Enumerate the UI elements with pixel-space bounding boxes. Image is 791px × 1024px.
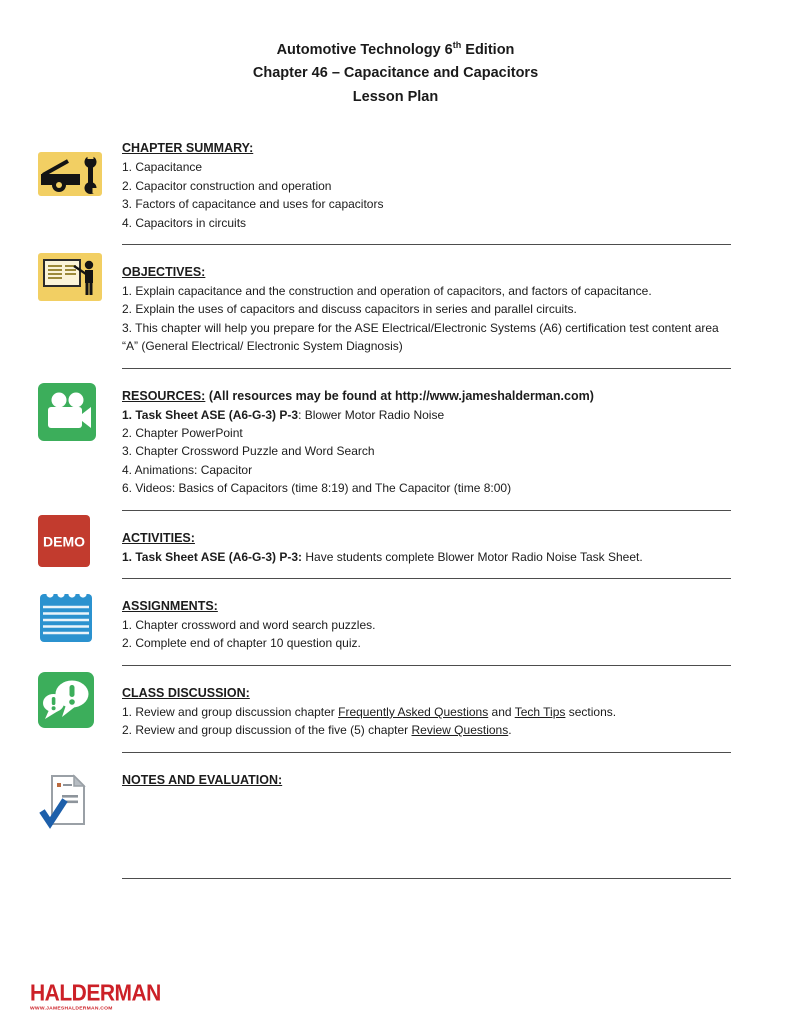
list-item — [122, 300, 731, 318]
list-item — [122, 424, 731, 442]
section-resources — [122, 369, 731, 511]
video-camera-icon — [38, 383, 108, 446]
text-run: Have students complete Blower Motor Radio Noise Task Sheet. — [302, 549, 643, 564]
notes-doc-icon — [38, 773, 108, 836]
section-notes-and-evaluation — [122, 753, 731, 879]
halderman-logo — [30, 980, 163, 1014]
text-run: 3. Factors of capacitance and uses for capacitors — [122, 197, 384, 212]
list-item — [122, 721, 731, 739]
text-run: Review Questions — [411, 723, 509, 738]
list-item — [122, 479, 731, 497]
list-item — [122, 634, 731, 652]
title-line-chapter: Chapter 46 – Capacitance and Capacitors — [252, 65, 539, 82]
list-item — [122, 195, 731, 213]
heading-text: ASSIGNMENTS: — [122, 599, 218, 614]
text-run: 1. Task Sheet ASE (A6-G-3) P-3: — [122, 549, 303, 564]
heading-text: RESOURCES: — [122, 388, 206, 403]
text-run: Tech Tips — [514, 704, 566, 719]
heading-text: NOTES AND EVALUATION: — [122, 772, 283, 787]
text-run: 2. Review and group discussion of the five (5) chapter — [122, 723, 412, 738]
text-run: Edition — [461, 41, 515, 58]
text-run: 2. Capacitor construction and operation — [122, 178, 332, 193]
section-heading-resources — [122, 387, 731, 406]
text-run: 3. This chapter will help you prepare for the ASE Electrical/Electronic Systems (A6) certification test content area “A” (General Electrical/ Electronic System Diagnosis) — [122, 320, 719, 354]
text-run: 1. Chapter crossword and word search puzzles. — [122, 618, 376, 633]
heading-text: CHAPTER SUMMARY: — [122, 141, 254, 156]
section-heading-chapter-summary — [122, 139, 731, 158]
demo-icon — [38, 515, 108, 572]
text-run: 6. Videos: Basics of Capacitors (time 8:19) and The Capacitor (time 8:00) — [122, 481, 512, 496]
car-repair-icon — [38, 152, 108, 201]
document-title — [0, 0, 791, 109]
text-run: 4. Animations: Capacitor — [122, 462, 253, 477]
notes-blank-area — [122, 790, 731, 866]
svg-text:DEMO: DEMO — [43, 533, 85, 550]
heading-text: OBJECTIVES: — [122, 264, 206, 279]
list-item — [122, 703, 731, 721]
section-class-discussion — [122, 666, 731, 753]
section-divider — [122, 878, 731, 879]
title-line-lesson-plan: Lesson Plan — [352, 88, 439, 105]
list-item — [122, 158, 731, 176]
list-item — [122, 616, 731, 634]
text-run: 4. Capacitors in circuits — [122, 215, 247, 230]
list-item — [122, 319, 731, 356]
text-run: Frequently Asked Questions — [338, 704, 489, 719]
list-item — [122, 461, 731, 479]
section-heading-class-discussion — [122, 684, 731, 703]
text-run: 2. Explain the uses of capacitors and discuss capacitors in series and parallel circuits. — [122, 302, 577, 317]
sections-container — [43, 139, 731, 878]
text-run: sections. — [565, 704, 617, 719]
text-run: Automotive Technology 6 — [276, 41, 453, 58]
section-objectives — [122, 245, 731, 369]
text-run: 3. Chapter Crossword Puzzle and Word Search — [122, 444, 375, 459]
section-heading-activities — [122, 529, 731, 548]
list-item — [122, 214, 731, 232]
heading-text: CLASS DISCUSSION: — [122, 685, 250, 700]
list-item — [122, 406, 731, 424]
list-item — [122, 282, 731, 300]
heading-text: (All resources may be found at http://www.jameshalderman.com) — [205, 388, 594, 403]
discussion-icon — [38, 672, 108, 733]
halderman-logo-text: HALDERMAN — [30, 980, 161, 1007]
section-heading-assignments — [122, 597, 731, 616]
text-run: th — [452, 40, 462, 50]
list-item — [122, 442, 731, 460]
notepad-icon — [38, 586, 108, 649]
section-heading-notes-and-evaluation — [122, 771, 731, 790]
list-item — [122, 548, 731, 566]
text-run: 2. Chapter PowerPoint — [122, 425, 243, 440]
section-assignments — [122, 579, 731, 666]
section-activities — [43, 511, 731, 579]
text-run: : Blower Motor Radio Noise — [298, 407, 445, 422]
text-run: 1. Review and group discussion chapter — [122, 704, 339, 719]
text-run: and — [488, 704, 515, 719]
text-run: 1. Explain capacitance and the construction and operation of capacitors, and factors of capacitance. — [122, 283, 652, 298]
text-run: 1. Capacitance — [122, 160, 203, 175]
section-chapter-summary — [122, 139, 731, 245]
text-run: . — [508, 723, 512, 738]
heading-text: ACTIVITIES: — [122, 530, 195, 545]
text-run: 2. Complete end of chapter 10 question quiz. — [122, 636, 361, 651]
presentation-board-icon — [38, 253, 108, 306]
title-line-edition — [0, 34, 791, 62]
halderman-logo-tagline: WWW.JAMESHALDERMAN.COM — [30, 1005, 113, 1011]
text-run: 1. Task Sheet ASE (A6-G-3) P-3 — [122, 407, 299, 422]
list-item — [122, 177, 731, 195]
section-heading-objectives — [122, 263, 731, 282]
